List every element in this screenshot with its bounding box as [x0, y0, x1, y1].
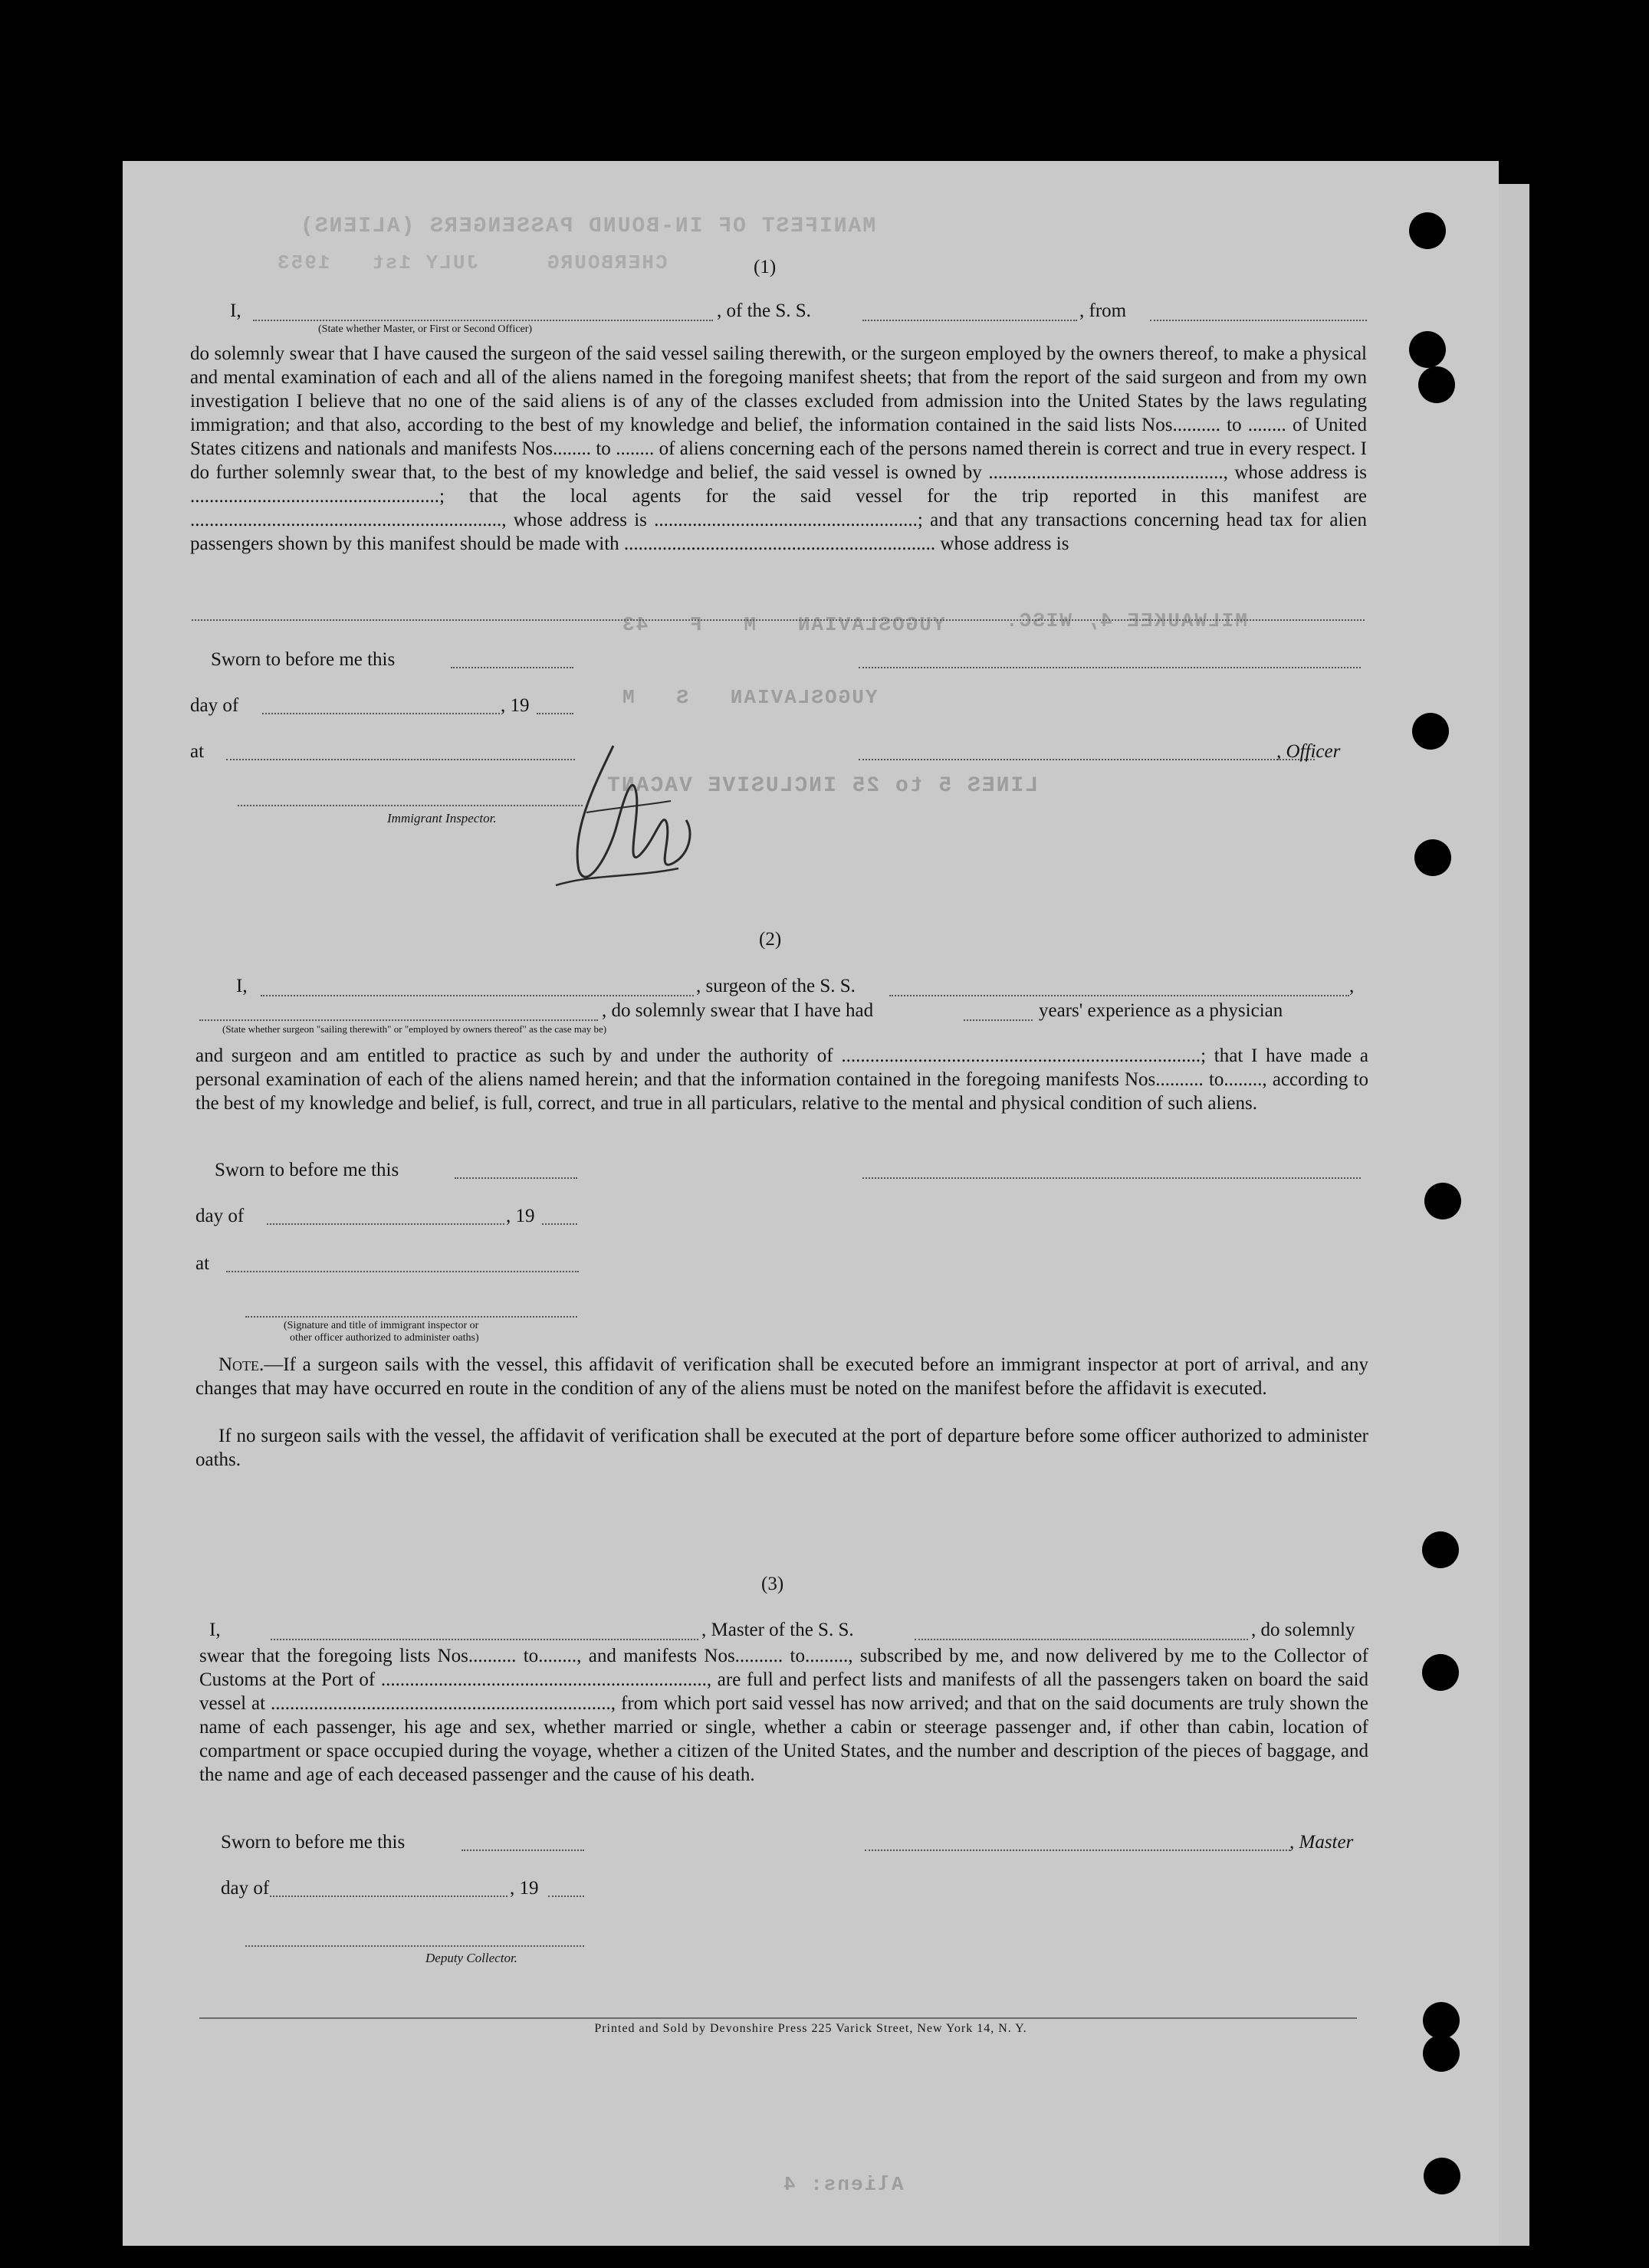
manifest-page — [123, 161, 1499, 2246]
binder-hole — [1414, 839, 1451, 876]
section-1-day-of-label: day of — [190, 695, 239, 716]
section-2-number: (2) — [759, 929, 782, 950]
section-2-surgeon-label: , surgeon of the S. S. — [696, 976, 856, 996]
section-2-sworn-label: Sworn to before me this — [215, 1160, 399, 1180]
bleed-through-row-3: YUGOSLAVIAN S M — [621, 686, 878, 709]
section-2-sworn-line — [455, 1177, 577, 1179]
section-1-officer-text: , Officer — [1276, 741, 1341, 762]
section-2-sig-caption-2: other officer authorized to administer oaths) — [290, 1332, 479, 1344]
section-3-master-sign-label — [1289, 1832, 1353, 1853]
binder-hole — [1424, 2158, 1460, 2194]
section-1-right-line-1 — [859, 667, 1361, 668]
section-1-oath-body: do solemnly swear that I have caused the surgeon of the said vessel sailing therewith, or the surgeon employed by the owners thereof, to make a physical and mental examination of each and all of the aliens named in the foregoing manifest sheets; that from the report of the said surgeon and from my own investigation I believe that no one of the said aliens is of any of the classes excluded from admission into the United States by the laws regulating immigration; and that also, according to the best of my knowledge and belief, the information contained in the said lists Nos.......... to ........ of United States citizens and nationals and manifests Nos........ to ........ of aliens concerning each of the persons named therein is correct and true in every respect. I do further solemnly swear that, to the best of my knowledge and belief, the said vessel is owned by ................................................., whose address is ....................................................; that the local agents for the said vessel for the trip reported in this manifest are ................................................................., whose address is .......................................................; and that any transactions concerning head tax for alien passengers shown by this manifest should be made with ................................................................. whose address is — [190, 343, 1367, 554]
section-1-number: (1) — [754, 257, 777, 277]
section-2-at-line — [226, 1271, 579, 1272]
bleed-through-row-2: MILWAUKEE 4, WISC. — [1004, 609, 1247, 632]
section-2-signature-line — [245, 1316, 577, 1318]
binder-hole — [1423, 2035, 1460, 2072]
section-2-sig-caption-1: (Signature and title of immigrant inspector or — [284, 1320, 479, 1331]
section-2-state-caption: (State whether surgeon "sailing therewith" or "employed by owners thereof" as the case may be) — [222, 1023, 607, 1035]
section-3-master-text: , Master — [1289, 1832, 1354, 1853]
section-2-status-line — [199, 1019, 598, 1021]
section-2-right-line — [862, 1177, 1361, 1179]
binder-hole — [1412, 713, 1449, 750]
section-1-officer-line — [253, 320, 713, 321]
note-lead-label: Note. — [218, 1354, 264, 1375]
section-3-deputy-line — [245, 1945, 584, 1947]
section-1-sworn-line — [451, 667, 573, 668]
binder-hole — [1422, 1654, 1459, 1691]
section-2-comma: , — [1349, 976, 1355, 996]
section-3-number: (3) — [761, 1574, 784, 1594]
bleed-through-page-bottom: Aliens: 4 — [782, 2173, 904, 2196]
binder-hole — [1422, 1531, 1459, 1568]
section-1-year-label: , 19 — [501, 695, 530, 716]
section-3-oath-body: swear that the foregoing lists Nos.......... to........, and manifests Nos.......... to........., subscribed by me, and now delivered by me to the Collector of Customs at the Port of ...................................................................., are full and perfect lists and manifests of all the passengers taken on board the said vessel at ......................................................................., from which port said vessel has now arrived; and that on the said documents are truly shown the name of each passenger, his age and sex, whether married or single, whether a cabin or steerage passenger and, if other than cabin, location of compartment or space occupied during the voyage, whether a citizen of the United States, and the number and description of the pieces of baggage, and the name and age of each deceased passenger and the cause of his death. — [199, 1646, 1368, 1785]
section-1-officer-label — [1276, 741, 1340, 763]
binder-hole — [1409, 212, 1446, 249]
note-text: —If a surgeon sails with the vessel, this affidavit of verification shall be executed before an immigrant inspector at port of arrival, and any changes that may have occurred en route in the condition of any of the aliens must be noted on the manifest before the affidavit is executed. — [195, 1354, 1368, 1399]
section-3-deputy-caption: Deputy Collector. — [425, 1951, 517, 1965]
section-1-ss-label: , of the S. S. — [717, 300, 811, 321]
section-1-day-line — [262, 713, 500, 714]
section-3-vessel-line — [915, 1639, 1248, 1640]
section-3-master-sign-line — [865, 1850, 1290, 1851]
section-2-swear-label: , do solemnly swear that I have had — [602, 1000, 874, 1021]
printer-imprint: Printed and Sold by Devonshire Press 225 Varick Street, New York 14, N. Y. — [594, 2022, 1027, 2035]
section-1-state-caption: (State whether Master, or First or Second Officer) — [318, 323, 533, 335]
section-1-i-label: I, — [230, 300, 241, 321]
section-1-officer-sign-line — [859, 759, 1315, 760]
section-2-years-line — [964, 1019, 1033, 1021]
section-2-year-line — [542, 1223, 577, 1225]
section-2-i-label: I, — [236, 976, 248, 996]
section-1-address-line — [192, 619, 1365, 621]
section-3-sworn-label: Sworn to before me this — [221, 1832, 406, 1853]
section-3-sworn-line — [462, 1850, 584, 1851]
bleed-through-row-4: LINES 5 to 25 INCLUSIVE VACANT — [606, 774, 1039, 798]
section-2-years-label: years' experience as a physician — [1039, 1000, 1283, 1021]
section-2-oath-body: and surgeon and am entitled to practice as such by and under the authority of ...........................................................................; that I have made a personal examination of each of the aliens named herein; and that the information contained in the foregoing manifests Nos.......... to........, according to the best of my knowledge and belief, is full, correct, and true in all particulars, relative to the mental and physical condition of such aliens. — [195, 1045, 1368, 1114]
section-1-sworn-label: Sworn to before me this — [211, 649, 396, 670]
section-2-note — [195, 1353, 1368, 1400]
inspector-signature — [540, 740, 701, 908]
section-3-day-of-label: day of — [221, 1878, 270, 1899]
section-2-day-of-label: day of — [195, 1206, 245, 1226]
binder-hole — [1423, 2002, 1460, 2039]
section-2-day-line — [267, 1223, 504, 1225]
section-2-note-2: If no surgeon sails with the vessel, the affidavit of verification shall be executed at the port of departure before some officer authorized to administer oaths. — [195, 1426, 1368, 1470]
section-1-from-line — [1150, 320, 1367, 321]
section-3-year-label: , 19 — [510, 1878, 539, 1899]
section-1-inspector-caption: Immigrant Inspector. — [387, 811, 497, 825]
section-2-vessel-line — [889, 995, 1349, 996]
binder-hole — [1409, 331, 1446, 368]
section-1-vessel-line — [862, 320, 1077, 321]
section-2-at-label: at — [195, 1253, 210, 1274]
section-3-swear-label: , do solemnly — [1251, 1620, 1355, 1640]
bleed-through-row-1: YUGOSLAVIAN M F 43 — [621, 613, 945, 636]
section-3-name-line — [271, 1639, 698, 1640]
section-2-name-line — [261, 995, 694, 996]
section-1-at-label: at — [190, 741, 205, 762]
bleed-through-header: MANIFEST OF IN-BOUND PASSENGERS (ALIENS) — [299, 215, 876, 238]
section-1-from-label: , from — [1079, 300, 1127, 321]
binder-hole — [1424, 1183, 1461, 1219]
section-2-year-label: , 19 — [506, 1206, 535, 1226]
section-3-master-label: , Master of the S. S. — [701, 1620, 854, 1640]
section-1-year-line — [537, 713, 573, 714]
section-3-day-line — [270, 1895, 508, 1897]
section-3-i-label: I, — [209, 1620, 221, 1640]
binder-hole — [1418, 366, 1455, 403]
footer-rule — [199, 2017, 1357, 2019]
bleed-through-dates: CHERBOURG JULY 1st 1953 — [276, 251, 668, 274]
section-3-year-line — [548, 1895, 584, 1897]
section-1-inspector-line — [238, 805, 583, 806]
section-1-at-line — [226, 759, 575, 760]
